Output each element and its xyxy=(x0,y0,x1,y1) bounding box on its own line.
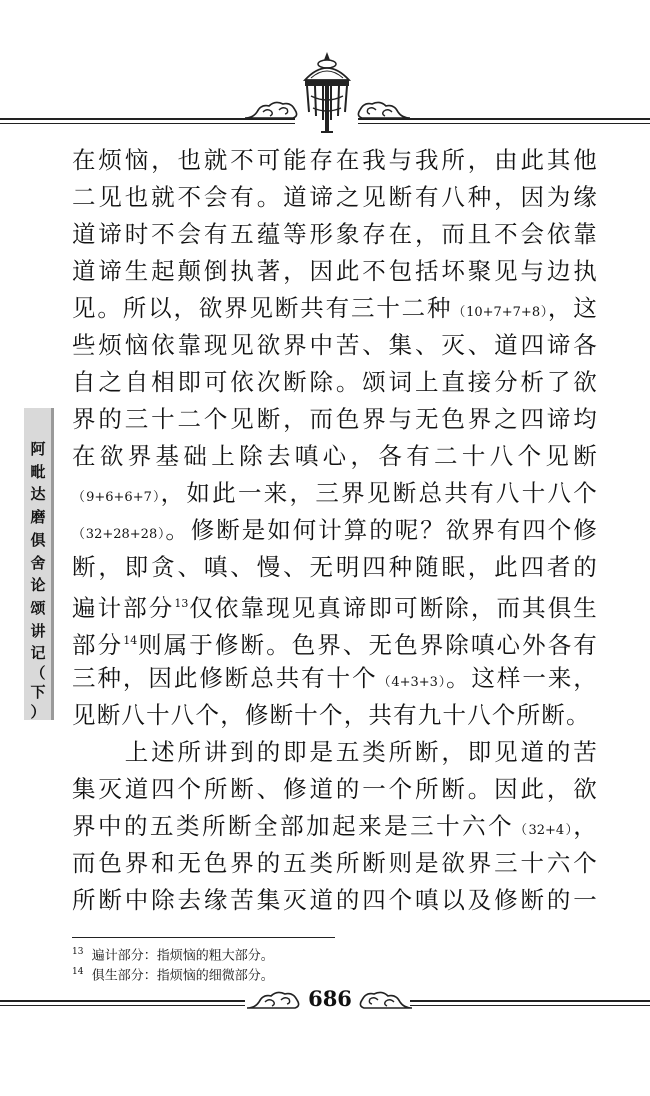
footnote-14 xyxy=(72,964,274,984)
text-line: 而色界和无色界的五类所断则是欲界三十六个 xyxy=(72,849,598,877)
footnote-ref[interactable]: 14 xyxy=(123,634,138,647)
title-char: 记 xyxy=(30,644,46,663)
footer-rule-left xyxy=(0,1000,245,1002)
text-line: 界的三十二个见断，而色界与无色界之四谛均 xyxy=(72,405,598,433)
text-run: 则属于修断。色界、无色界除嗔心外各有 xyxy=(137,630,598,659)
footnote-ref[interactable]: 13 xyxy=(174,597,189,610)
text-line: 些烦恼依靠现见欲界中苦、集、灭、道四谛各 xyxy=(72,331,598,359)
cloud-scroll-icon xyxy=(356,990,414,1012)
text-line: 上述所讲到的即是五类所断，即见道的苦 xyxy=(72,738,598,766)
title-char: 阿 xyxy=(30,440,46,458)
text-line: 见断八十八个，修断十个，共有九十八个所断。 xyxy=(72,701,591,729)
footnote-text: 俱生部分：指烦恼的细微部分。 xyxy=(91,968,274,984)
text-line xyxy=(72,293,598,323)
text-line: 所断中除去缘苦集灭道的四个嗔以及修断的一 xyxy=(72,886,598,914)
text-line: 道谛时不会有五蕴等形象存在，而且不会依靠 xyxy=(72,220,598,248)
cloud-scroll-icon xyxy=(243,98,299,122)
title-char: 下 xyxy=(30,683,46,702)
title-char: 毗 xyxy=(30,462,46,481)
text-line: 集灭道四个所断、修道的一个所断。因此，欲 xyxy=(72,775,598,803)
text-line xyxy=(72,515,598,545)
dharma-umbrella-icon xyxy=(297,50,357,135)
title-char: 颂 xyxy=(30,598,46,617)
footnote-number: 14 xyxy=(72,967,84,977)
text-run: 见。所以，欲界见断共有三十二种 xyxy=(72,294,453,322)
text-line xyxy=(72,626,598,659)
title-char: （ xyxy=(30,664,46,683)
text-line: 断，即贪、嗔、慢、无明四种随眠，此四者的 xyxy=(72,553,598,581)
title-char: 讲 xyxy=(30,621,46,640)
header-rule-right-thin xyxy=(358,123,650,124)
book-title-vertical xyxy=(24,438,52,720)
count-note: （4+3+3） xyxy=(377,675,446,690)
text-line xyxy=(72,478,598,508)
text-run: 界中的五类所断全部加起来是三十六个 xyxy=(72,812,515,840)
footer-rule-left-thin xyxy=(0,1005,245,1006)
text-run: 。修断是如何计算的呢？欲界有四个修 xyxy=(165,516,598,544)
header-rule-left-thin xyxy=(0,123,295,124)
footnote-number: 13 xyxy=(72,947,84,957)
title-char: 俱 xyxy=(30,530,46,549)
count-note: （10+7+7+8） xyxy=(452,305,548,320)
text-line: 自之自相即可依次断除。颂词上直接分析了欲 xyxy=(72,368,598,396)
count-note: （32+28+28） xyxy=(72,527,166,542)
text-run: ，这 xyxy=(547,294,598,322)
footer-rule-right-thin xyxy=(410,1005,650,1006)
text-line: 道谛生起颠倒执著，因此不包括坏聚见与边执 xyxy=(72,257,598,285)
page-number: 686 xyxy=(308,986,352,1011)
title-char: 舍 xyxy=(30,553,46,572)
book-title-tab xyxy=(24,408,54,720)
count-note: （32+4） xyxy=(514,823,574,838)
text-line: 在烦恼，也就不可能存在我与我所，由此其他 xyxy=(72,146,598,174)
text-run: ， xyxy=(573,812,598,840)
text-line xyxy=(72,589,598,622)
cloud-scroll-icon xyxy=(356,98,412,122)
text-run: 遍计部分 xyxy=(72,593,175,622)
text-run: 部分 xyxy=(72,630,124,659)
title-char: 磨 xyxy=(30,508,46,527)
footer-rule-right xyxy=(410,1000,650,1002)
text-run: 仅依靠现见真谛即可断除，而其俱生 xyxy=(188,593,598,622)
title-char: ） xyxy=(30,702,46,721)
text-line: 二见也就不会有。道谛之见断有八种，因为缘 xyxy=(72,183,598,211)
title-char: 达 xyxy=(30,485,46,504)
text-run: 三种，因此修断总共有十个 xyxy=(72,664,378,692)
text-run: ，如此一来，三界见断总共有八十八个 xyxy=(160,479,599,507)
text-line: 在欲界基础上除去嗔心，各有二十八个见断 xyxy=(72,442,598,470)
footnote-text: 遍计部分：指烦恼的粗大部分。 xyxy=(91,948,274,964)
cloud-scroll-icon xyxy=(245,990,303,1012)
text-line xyxy=(72,811,598,841)
title-char: 论 xyxy=(30,576,46,595)
text-line xyxy=(72,663,598,693)
footnote-13 xyxy=(72,944,274,964)
count-note: （9+6+6+7） xyxy=(72,490,161,505)
footnote-rule xyxy=(72,937,335,938)
text-run: 。这样一来， xyxy=(445,664,598,692)
